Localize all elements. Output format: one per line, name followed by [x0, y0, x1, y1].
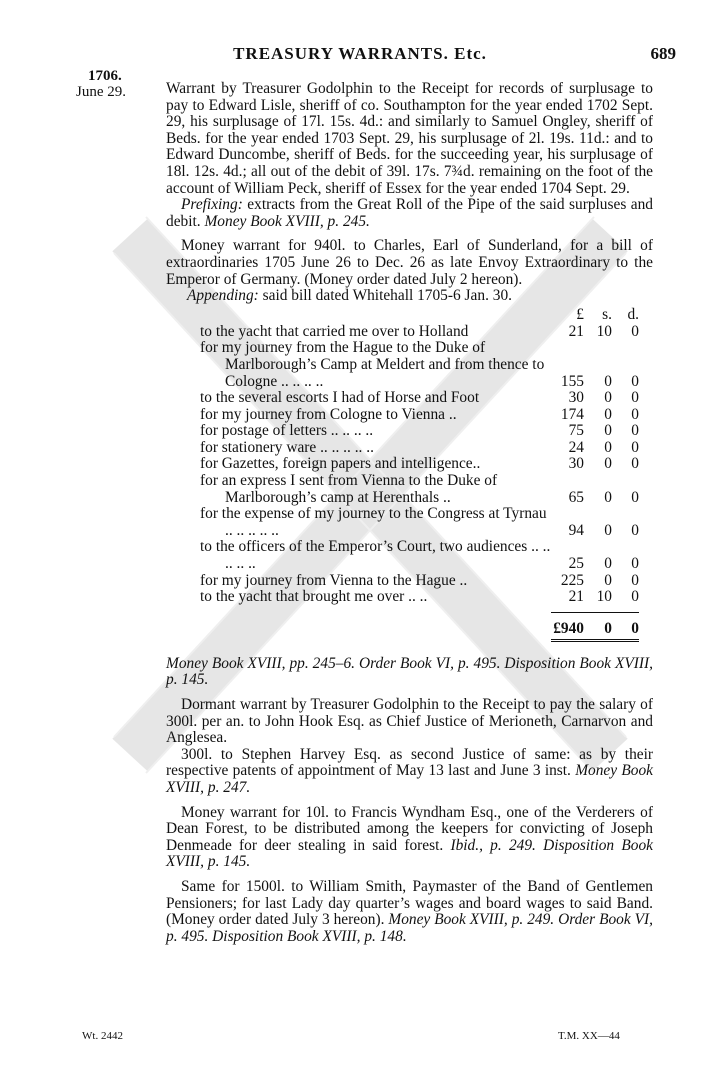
bill-item-description: for Gazettes, foreign papers and intelligence.. — [200, 455, 481, 473]
bill-item-shillings: 0 — [604, 389, 612, 407]
bill-item-description: for my journey from the Hague to the Duke of Marlborough’s Camp at Meldert and from thence to Cologne .. .. .. .. — [200, 339, 545, 390]
bill-item-shillings: 0 — [604, 438, 612, 456]
bill-item-shillings: 0 — [604, 422, 612, 440]
bill-item-pounds: 174 — [560, 405, 584, 423]
bill-item-pence: 0 — [631, 571, 639, 589]
bill-item-pence: 0 — [631, 322, 639, 340]
bill-item-pounds: 21 — [568, 322, 584, 340]
bill-item-description: for stationery ware .. .. .. .. .. — [200, 438, 374, 456]
entry-smith: Same for 1500l. to William Smith, Paymaster of the Band of Gentlemen Pensioners; for last Lady day quarter’s wages and board wages to said Band. (Money order dated July 3 hereon). Money Book XVIII, p. 249. Order Book VI, p. 495. Disposition Book XVIII, p. 148. — [166, 877, 654, 945]
bill-item-pounds: 30 — [568, 455, 584, 473]
entry-harvey: 300l. to Stephen Harvey Esq. as second Justice of same: as by their respective patents of appointment of May 13 last and June 3 inst. Money Book XVIII, p. 247. — [166, 745, 653, 796]
bill-item-description: to the yacht that carried me over to Holland — [200, 322, 469, 340]
bill-row — [166, 407, 653, 424]
bill-item-shillings: 10 — [596, 322, 612, 340]
bill-item-description: for my journey from Cologne to Vienna .. — [200, 405, 457, 423]
bill-row — [166, 423, 653, 440]
entry-surplusage: Warrant by Treasurer Godolphin to the Receipt for records of surplusage to pay to Edward Lisle, sheriff of co. Southampton for the year ended 1702 Sept. 29, his surplusage of 17l. 15s. 4d.: and similarly to Samuel Ongley, sheriff of Beds. for the year ended 1703 Sept. 29, his surplusage of 2l. 19s. 11d.: and to Edward Duncombe, sheriff of Beds. for the succeeding year, his surplusage of 18l. 12s. 4d.; all out of the debit of 39l. 17s. 7¾d. remaining on the foot of the account of William Peck, sheriff of Essex for the year ended 1704 Sept. 29. — [166, 80, 653, 197]
bill-row — [166, 573, 653, 590]
bill-item-shillings: 0 — [604, 488, 612, 506]
total-pounds: £940 — [553, 620, 584, 638]
bill-row — [166, 473, 653, 506]
bill-item-shillings: 10 — [596, 588, 612, 606]
bill-item-description: to the yacht that brought me over .. .. — [200, 588, 428, 606]
bill-item-pounds: 24 — [568, 438, 584, 456]
bill-item-pounds: 25 — [568, 555, 584, 573]
bill-item-pence: 0 — [631, 372, 639, 390]
bill-item-description: for the expense of my journey to the Congress at Tyrnau .. .. .. .. .. — [200, 505, 547, 539]
bill-row — [166, 340, 653, 390]
footer-signature-mark: T.M. XX—44 — [558, 1030, 620, 1042]
header-shillings: s. — [602, 305, 612, 323]
bill-item-description: to the officers of the Emperor’s Court, two audiences .. .. .. .. .. — [200, 538, 551, 573]
bill-item-shillings: 0 — [604, 521, 612, 539]
total-double-rule — [551, 639, 639, 642]
bill-row — [166, 456, 653, 473]
bill-item-shillings: 0 — [604, 571, 612, 589]
total-rule — [551, 612, 639, 613]
entry-sunderland-refs: Money Book XVIII, pp. 245–6. Order Book VI, p. 495. Disposition Book XVIII, p. 145. — [166, 654, 653, 689]
bill-item-pence: 0 — [631, 405, 639, 423]
bill-item-pounds: 30 — [568, 389, 584, 407]
page-body — [166, 81, 653, 945]
entry-surplusage-prefix: Prefixing: extracts from the Great Roll of the Pipe of the said surpluses and debit. Money Book XVIII, p. 245. — [166, 196, 653, 230]
bill-item-pounds: 94 — [568, 521, 584, 539]
bill-item-description: to the several escorts I had of Horse and Foot — [200, 389, 480, 407]
bill-item-pence: 0 — [631, 455, 639, 473]
bill-item-pounds: 65 — [568, 488, 584, 506]
bill-row — [166, 440, 653, 457]
bill-item-pounds: 155 — [560, 372, 584, 390]
bill-rows — [166, 324, 653, 606]
bill-row — [166, 390, 653, 407]
total-pence: 0 — [631, 620, 639, 638]
bill-item-pence: 0 — [631, 521, 639, 539]
bill-item-shillings: 0 — [604, 455, 612, 473]
bill-item-description: for an express I sent from Vienna to the Duke of Marlborough’s camp at Herenthals .. — [200, 472, 498, 506]
bill-item-pounds: 21 — [568, 588, 584, 606]
bill-of-extraordinaries — [166, 307, 653, 642]
header-pence: d. — [627, 305, 639, 323]
bill-item-pounds: 75 — [568, 422, 584, 440]
bill-item-pence: 0 — [631, 438, 639, 456]
bill-item-shillings: 0 — [604, 555, 612, 573]
margin-day: June 29. — [76, 84, 126, 100]
bill-item-pence: 0 — [631, 488, 639, 506]
bill-item-shillings: 0 — [604, 372, 612, 390]
page-number: 689 — [650, 44, 676, 63]
bill-item-pence: 0 — [631, 588, 639, 606]
page-header — [0, 44, 720, 68]
bill-item-pounds: 225 — [560, 571, 584, 589]
bill-row — [166, 539, 653, 572]
entry-sunderland: Money warrant for 940l. to Charles, Earl of Sunderland, for a bill of extraordinaries 1705 June 26 to Dec. 26 as late Envoy Extraordinary to the Emperor of Germany. (Money order dated July 2 hereon). — [166, 237, 653, 288]
total-shillings: 0 — [604, 620, 612, 638]
header-pounds: £ — [576, 305, 584, 323]
bill-item-shillings: 0 — [604, 405, 612, 423]
footer-print-code: Wt. 2442 — [82, 1030, 123, 1042]
bill-item-description: for postage of letters .. .. .. .. — [200, 422, 374, 440]
entry-wyndham: Money warrant for 10l. to Francis Wyndham Esq., one of the Verderers of Dean Forest, to be distributed among the keepers for convicting of Joseph Denmeade for deer stealing in said forest. Ibid., p. 249. Disposition Book XVIII, p. 145. — [166, 803, 653, 871]
bill-row — [166, 324, 653, 341]
bill-item-pence: 0 — [631, 389, 639, 407]
margin-year: 1706. — [88, 68, 122, 84]
bill-row — [166, 589, 653, 606]
bill-item-pence: 0 — [631, 422, 639, 440]
bill-item-pence: 0 — [631, 555, 639, 573]
bill-row — [166, 506, 653, 539]
running-title: TREASURY WARRANTS. Etc. — [233, 44, 487, 63]
entry-hook: Dormant warrant by Treasurer Godolphin to the Receipt to pay the salary of 300l. per an. to John Hook Esq. as Chief Justice of Merioneth, Carnarvon and Anglesea. — [166, 696, 653, 747]
entry-sunderland-appending: Appending: said bill dated Whitehall 1705-6 Jan. 30. — [187, 287, 512, 305]
bill-column-headers — [166, 307, 653, 324]
bill-item-description: for my journey from Vienna to the Hague .. — [200, 571, 468, 589]
bill-total — [166, 620, 653, 642]
